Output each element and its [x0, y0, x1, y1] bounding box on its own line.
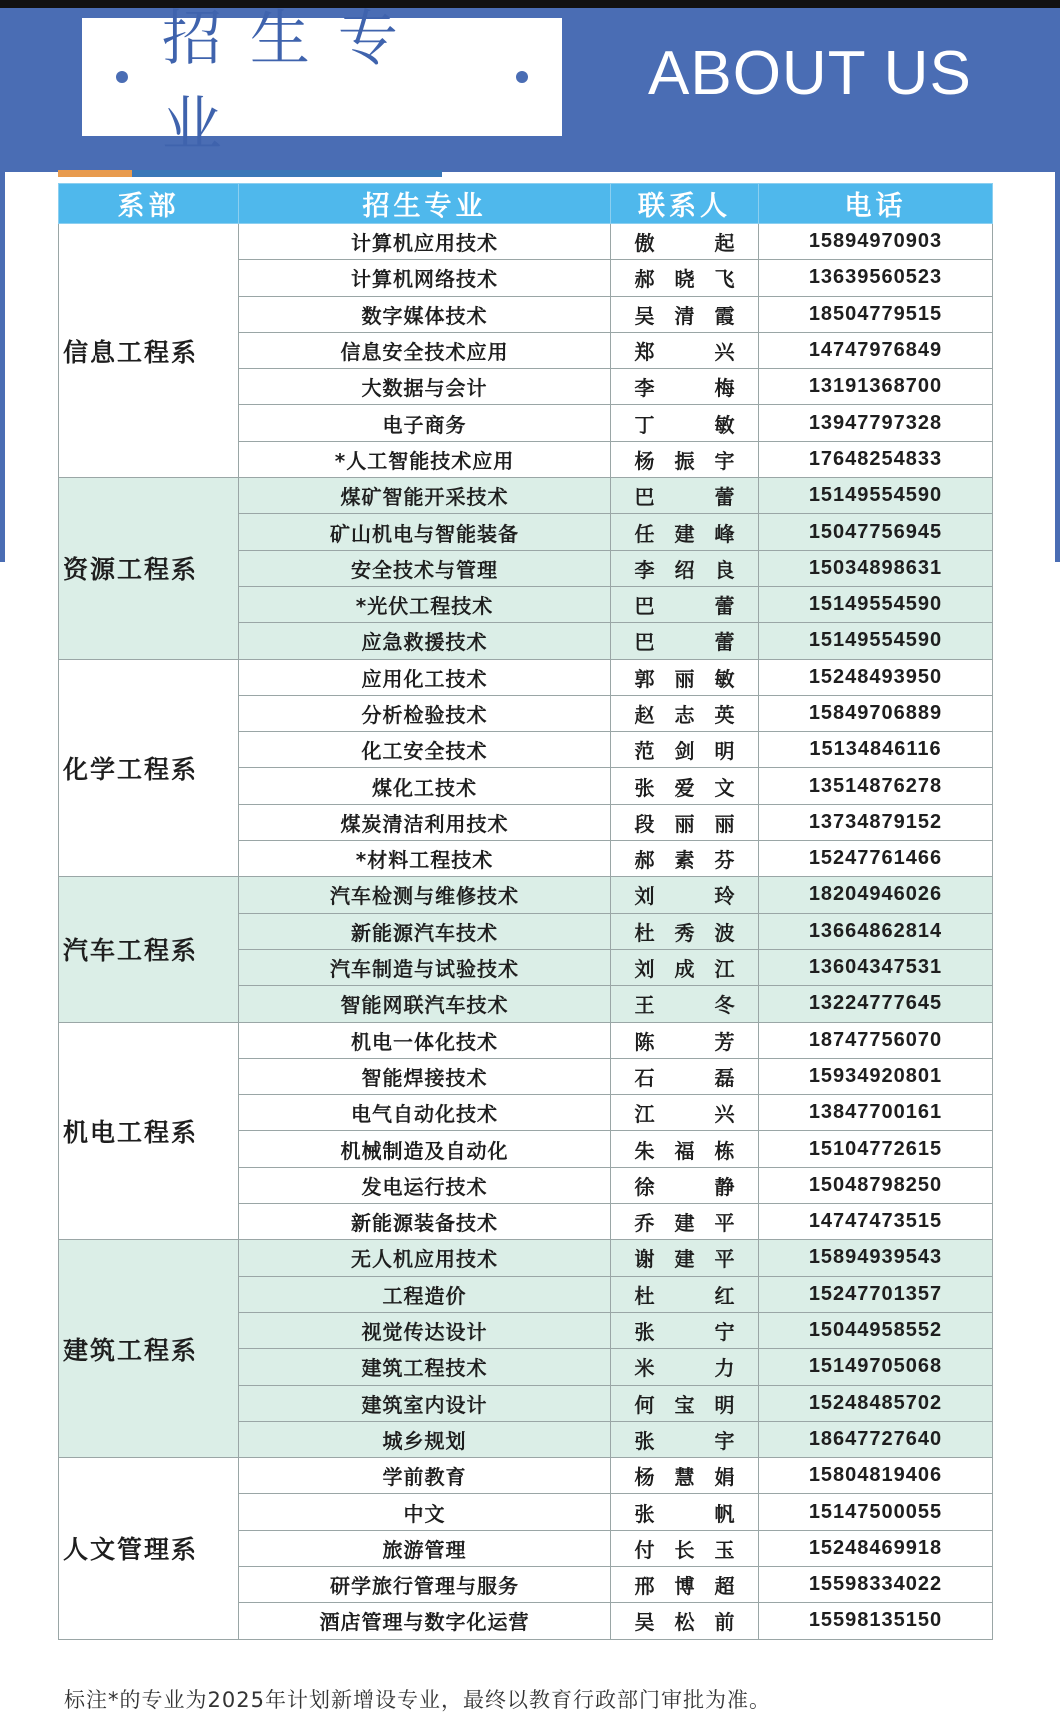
major-cell: 视觉传达设计: [239, 1312, 611, 1348]
major-cell: 无人机应用技术: [239, 1240, 611, 1276]
title-box: [82, 4, 562, 160]
major-cell: 煤炭清洁利用技术: [239, 804, 611, 840]
column-header-major: 招生专业: [239, 184, 611, 224]
contact-name: 郭丽敏: [634, 666, 735, 691]
page-title: 招生专业: [161, 4, 426, 160]
contact-name: 石 磊: [634, 1065, 735, 1090]
major-cell: 汽车检测与维修技术: [239, 877, 611, 913]
phone-cell: 15248469918: [759, 1530, 993, 1566]
bullet-dot-icon: [516, 71, 528, 83]
phone-cell: 15034898631: [759, 550, 993, 586]
major-cell: 机械制造及自动化: [239, 1131, 611, 1167]
contact-cell: [611, 1349, 759, 1385]
phone-cell: 18204946026: [759, 877, 993, 913]
contact-cell: [611, 877, 759, 913]
contact-cell: [611, 1312, 759, 1348]
contact-cell: [611, 1458, 759, 1494]
major-cell: *光伏工程技术: [239, 586, 611, 622]
contact-cell: [611, 478, 759, 514]
contact-name: 陈 芳: [634, 1029, 735, 1054]
phone-cell: 13639560523: [759, 260, 993, 296]
phone-cell: 15894939543: [759, 1240, 993, 1276]
table-row: [59, 877, 993, 913]
contact-name: 朱福栋: [634, 1138, 735, 1163]
major-cell: 电气自动化技术: [239, 1095, 611, 1131]
major-cell: 中文: [239, 1494, 611, 1530]
accent-bar-orange: [58, 170, 132, 177]
phone-cell: 15248493950: [759, 659, 993, 695]
contact-cell: [611, 732, 759, 768]
phone-cell: 15149554590: [759, 478, 993, 514]
contact-cell: [611, 1131, 759, 1167]
contact-cell: [611, 1022, 759, 1058]
major-cell: 安全技术与管理: [239, 550, 611, 586]
table-header-row: [59, 184, 993, 224]
major-cell: *人工智能技术应用: [239, 441, 611, 477]
phone-cell: 15104772615: [759, 1131, 993, 1167]
phone-cell: 15048798250: [759, 1167, 993, 1203]
contact-name: 傲 起: [634, 231, 735, 256]
contact-cell: [611, 1385, 759, 1421]
phone-cell: 13514876278: [759, 768, 993, 804]
accent-bar-blue: [132, 170, 442, 177]
phone-cell: 15149554590: [759, 623, 993, 659]
contact-cell: [611, 1494, 759, 1530]
major-cell: 电子商务: [239, 405, 611, 441]
contact-cell: [611, 841, 759, 877]
phone-cell: 15149705068: [759, 1349, 993, 1385]
table-row: [59, 1458, 993, 1494]
contact-name: 刘成江: [634, 957, 735, 982]
header-banner: [0, 4, 1060, 172]
major-cell: 信息安全技术应用: [239, 332, 611, 368]
contact-cell: [611, 623, 759, 659]
contact-cell: [611, 695, 759, 731]
phone-cell: 17648254833: [759, 441, 993, 477]
phone-cell: 13604347531: [759, 949, 993, 985]
phone-cell: 18747756070: [759, 1022, 993, 1058]
contact-cell: [611, 550, 759, 586]
contact-cell: [611, 441, 759, 477]
contact-cell: [611, 514, 759, 550]
major-cell: 分析检验技术: [239, 695, 611, 731]
major-cell: 智能焊接技术: [239, 1058, 611, 1094]
contact-name: 段丽丽: [634, 811, 735, 836]
left-frame-strip: [0, 172, 5, 562]
phone-cell: 13191368700: [759, 369, 993, 405]
phone-cell: 15934920801: [759, 1058, 993, 1094]
phone-cell: 15849706889: [759, 695, 993, 731]
major-cell: 煤化工技术: [239, 768, 611, 804]
major-cell: 计算机网络技术: [239, 260, 611, 296]
phone-cell: 15044958552: [759, 1312, 993, 1348]
department-cell: 信息工程系: [59, 224, 239, 478]
phone-cell: 15147500055: [759, 1494, 993, 1530]
major-cell: 汽车制造与试验技术: [239, 949, 611, 985]
phone-cell: 14747976849: [759, 332, 993, 368]
table-row: [59, 659, 993, 695]
contact-name: 杜 红: [634, 1283, 735, 1308]
major-cell: *材料工程技术: [239, 841, 611, 877]
contact-cell: [611, 1276, 759, 1312]
major-cell: 化工安全技术: [239, 732, 611, 768]
about-us-label: ABOUT US: [648, 39, 972, 108]
department-cell: 汽车工程系: [59, 877, 239, 1022]
phone-cell: 13224777645: [759, 986, 993, 1022]
table-body: [59, 224, 993, 1640]
major-cell: 新能源装备技术: [239, 1204, 611, 1240]
contact-name: 杨振宇: [634, 448, 735, 473]
phone-cell: 13947797328: [759, 405, 993, 441]
contact-cell: [611, 1204, 759, 1240]
contact-name: 李绍良: [634, 557, 735, 582]
major-cell: 工程造价: [239, 1276, 611, 1312]
contact-name: 谢建平: [634, 1247, 735, 1272]
table-row: [59, 478, 993, 514]
contact-name: 张 帆: [634, 1501, 735, 1526]
contact-cell: [611, 1058, 759, 1094]
major-cell: 建筑工程技术: [239, 1349, 611, 1385]
contact-name: 王 冬: [634, 993, 735, 1018]
contact-cell: [611, 1530, 759, 1566]
phone-cell: 15598135150: [759, 1603, 993, 1639]
contact-name: 郝素芬: [634, 848, 735, 873]
contact-name: 巴 蕾: [634, 594, 735, 619]
contact-name: 丁 敏: [634, 412, 735, 437]
major-cell: 研学旅行管理与服务: [239, 1566, 611, 1602]
department-cell: 机电工程系: [59, 1022, 239, 1240]
contact-name: 江 兴: [634, 1102, 735, 1127]
contact-name: 郑 兴: [634, 340, 735, 365]
contact-name: 杜秀波: [634, 920, 735, 945]
major-cell: 应急救援技术: [239, 623, 611, 659]
contact-name: 张 宁: [634, 1320, 735, 1345]
column-header-phone: 电话: [759, 184, 993, 224]
top-edge: [0, 0, 1060, 8]
major-cell: 应用化工技术: [239, 659, 611, 695]
column-header-contact: 联系人: [611, 184, 759, 224]
contact-cell: [611, 986, 759, 1022]
department-cell: 资源工程系: [59, 478, 239, 659]
contact-name: 米 力: [634, 1356, 735, 1381]
contact-cell: [611, 296, 759, 332]
contact-name: 范剑明: [634, 739, 735, 764]
department-cell: 建筑工程系: [59, 1240, 239, 1458]
phone-cell: 15149554590: [759, 586, 993, 622]
contact-cell: [611, 260, 759, 296]
contact-name: 何宝明: [634, 1392, 735, 1417]
major-cell: 发电运行技术: [239, 1167, 611, 1203]
phone-cell: 15598334022: [759, 1566, 993, 1602]
major-cell: 酒店管理与数字化运营: [239, 1603, 611, 1639]
contact-cell: [611, 913, 759, 949]
enrollment-table-wrap: [58, 183, 992, 1640]
bullet-dot-icon: [116, 71, 128, 83]
major-cell: 机电一体化技术: [239, 1022, 611, 1058]
major-cell: 计算机应用技术: [239, 224, 611, 260]
contact-name: 李 梅: [634, 376, 735, 401]
major-cell: 学前教育: [239, 1458, 611, 1494]
contact-name: 邢博超: [634, 1574, 735, 1599]
contact-name: 郝晓飞: [634, 267, 735, 292]
contact-cell: [611, 369, 759, 405]
phone-cell: 18647727640: [759, 1421, 993, 1457]
right-frame-strip: [1055, 172, 1060, 562]
major-cell: 矿山机电与智能装备: [239, 514, 611, 550]
contact-name: 杨慧娟: [634, 1465, 735, 1490]
contact-cell: [611, 405, 759, 441]
contact-cell: [611, 586, 759, 622]
phone-cell: 15248485702: [759, 1385, 993, 1421]
contact-name: 任建峰: [634, 521, 735, 546]
department-cell: 人文管理系: [59, 1458, 239, 1639]
phone-cell: 14747473515: [759, 1204, 993, 1240]
contact-name: 乔建平: [634, 1211, 735, 1236]
major-cell: 大数据与会计: [239, 369, 611, 405]
contact-name: 巴 蕾: [634, 485, 735, 510]
phone-cell: 13664862814: [759, 913, 993, 949]
contact-cell: [611, 1603, 759, 1639]
major-cell: 新能源汽车技术: [239, 913, 611, 949]
contact-name: 张爱文: [634, 775, 735, 800]
major-cell: 城乡规划: [239, 1421, 611, 1457]
phone-cell: 15894970903: [759, 224, 993, 260]
contact-cell: [611, 1566, 759, 1602]
contact-cell: [611, 1095, 759, 1131]
major-cell: 煤矿智能开采技术: [239, 478, 611, 514]
contact-name: 张 宇: [634, 1428, 735, 1453]
table-row: [59, 1022, 993, 1058]
major-cell: 建筑室内设计: [239, 1385, 611, 1421]
contact-cell: [611, 1421, 759, 1457]
contact-cell: [611, 1167, 759, 1203]
column-header-department: 系部: [59, 184, 239, 224]
contact-name: 吴清霞: [634, 303, 735, 328]
table-row: [59, 224, 993, 260]
phone-cell: 18504779515: [759, 296, 993, 332]
contact-cell: [611, 224, 759, 260]
phone-cell: 13847700161: [759, 1095, 993, 1131]
contact-name: 刘 玲: [634, 884, 735, 909]
enrollment-table: [58, 183, 993, 1640]
contact-name: 付长玉: [634, 1537, 735, 1562]
contact-name: 徐 静: [634, 1174, 735, 1199]
phone-cell: 15804819406: [759, 1458, 993, 1494]
contact-name: 巴 蕾: [634, 630, 735, 655]
contact-cell: [611, 804, 759, 840]
phone-cell: 15134846116: [759, 732, 993, 768]
contact-cell: [611, 768, 759, 804]
contact-cell: [611, 332, 759, 368]
department-cell: 化学工程系: [59, 659, 239, 877]
major-cell: 智能网联汽车技术: [239, 986, 611, 1022]
phone-cell: 15047756945: [759, 514, 993, 550]
phone-cell: 15247701357: [759, 1276, 993, 1312]
major-cell: 旅游管理: [239, 1530, 611, 1566]
contact-name: 吴松前: [634, 1610, 735, 1635]
contact-cell: [611, 1240, 759, 1276]
phone-cell: 13734879152: [759, 804, 993, 840]
table-row: [59, 1240, 993, 1276]
contact-cell: [611, 659, 759, 695]
footnote: 标注*的专业为2025年计划新增设专业，最终以教育行政部门审批为准。: [64, 1688, 771, 1712]
contact-name: 赵志英: [634, 703, 735, 727]
contact-cell: [611, 949, 759, 985]
phone-cell: 15247761466: [759, 841, 993, 877]
major-cell: 数字媒体技术: [239, 296, 611, 332]
